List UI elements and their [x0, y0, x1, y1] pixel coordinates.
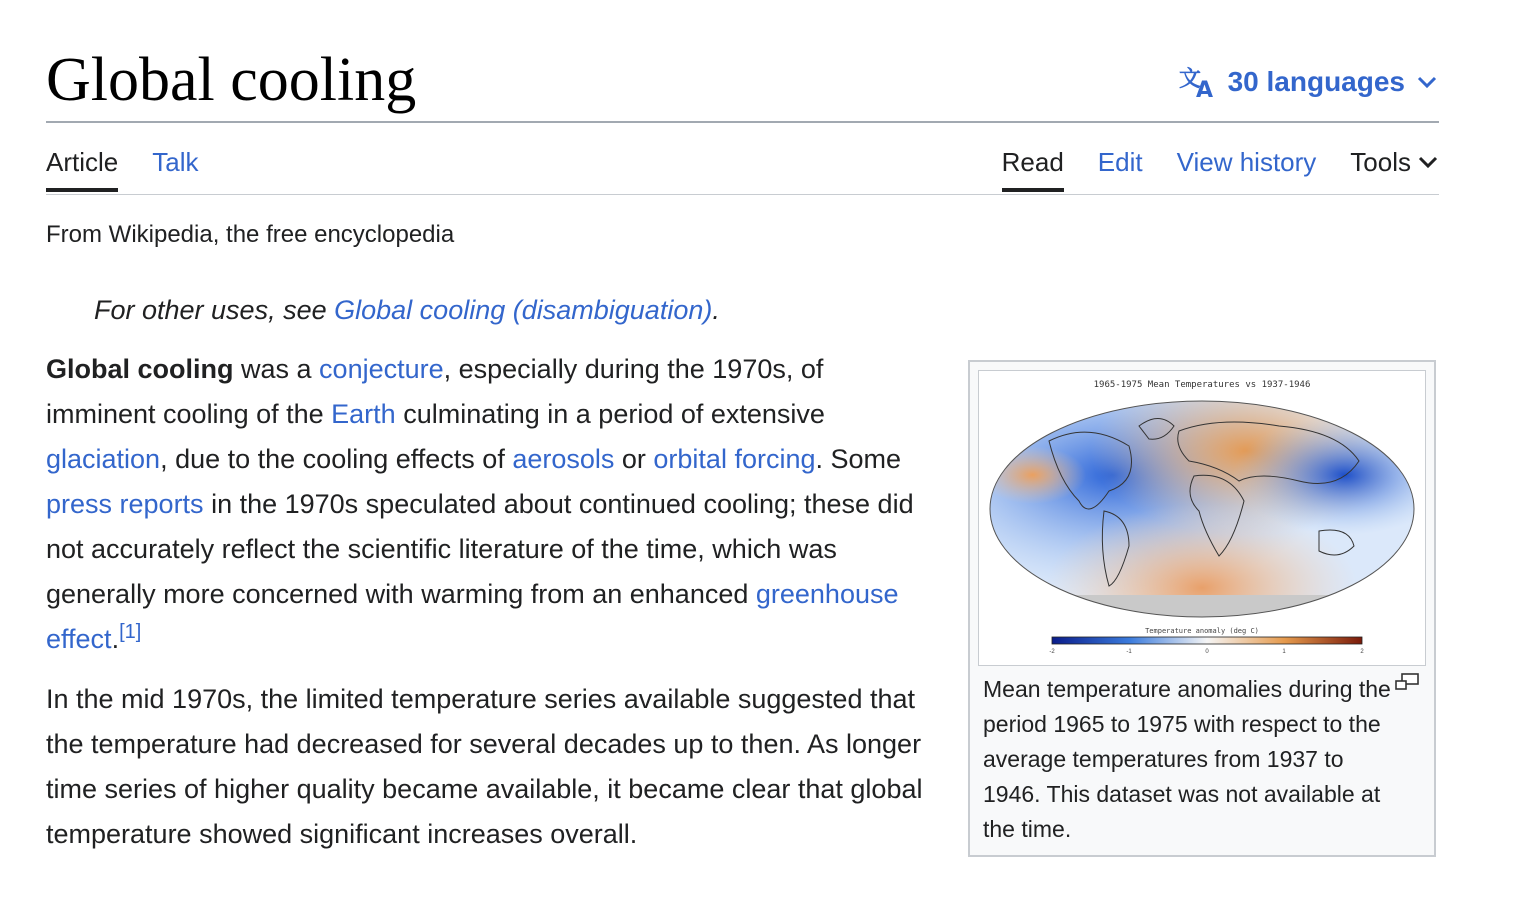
tick-label: 0	[1205, 649, 1209, 655]
svg-text:A: A	[1195, 78, 1213, 100]
temperature-map-image[interactable]	[978, 370, 1426, 666]
link-greenhouse-effect[interactable]: greenhouse effect	[46, 579, 899, 654]
text-run: or	[614, 444, 654, 474]
tick-label: -2	[1049, 649, 1055, 655]
text-run: in the 1970s speculated about continued cooling; these did not accurately reflect the scientific literature of the time, which was generally more concerned with warming from an enhanced	[46, 489, 914, 609]
svg-text:文: 文	[1178, 67, 1201, 92]
tab-article[interactable]: Article	[46, 140, 118, 192]
namespace-tabs	[46, 140, 233, 192]
title-divider	[46, 121, 1439, 123]
text-run: , due to the cooling effects of	[160, 444, 513, 474]
legend-label: Temperature anomaly (deg C)	[1145, 627, 1259, 635]
tab-edit[interactable]: Edit	[1097, 147, 1143, 177]
figure-thumbnail	[968, 360, 1436, 857]
intro-paragraph	[46, 347, 936, 662]
text-run: was a	[233, 354, 320, 384]
tools-menu[interactable]	[1350, 140, 1439, 192]
language-button[interactable]	[1178, 60, 1439, 104]
second-paragraph: In the mid 1970s, the limited temperature series available suggested that the temperature had decreased for several decades up to then. As longer time series of higher quality became available, it became clear that global temperature showed significant increases overall.	[46, 684, 923, 849]
tab-view-history[interactable]: View history	[1176, 147, 1317, 177]
link-orbital-forcing[interactable]: orbital forcing	[653, 444, 816, 474]
language-count: 30 languages	[1227, 66, 1405, 97]
tab-read[interactable]: Read	[1002, 140, 1064, 192]
tick-label: -1	[1126, 649, 1132, 655]
view-tabs	[1002, 140, 1439, 192]
reference-link[interactable]: [1]	[119, 621, 142, 643]
tick-label: 1	[1282, 649, 1286, 655]
tools-label: Tools	[1350, 147, 1411, 177]
link-glaciation[interactable]: glaciation	[46, 444, 161, 474]
tab-talk[interactable]: Talk	[152, 147, 199, 177]
site-tagline: From Wikipedia, the free encyclopedia	[46, 221, 455, 248]
tick-label: 2	[1360, 649, 1364, 655]
chevron-down-icon	[1417, 140, 1439, 184]
link-press-reports[interactable]: press reports	[46, 489, 204, 519]
chevron-down-icon	[1415, 72, 1439, 92]
hatnote-suffix: .	[712, 295, 720, 325]
link-earth[interactable]: Earth	[331, 399, 396, 429]
hatnote-prefix: For other uses, see	[94, 295, 335, 325]
tabs-divider	[46, 194, 1439, 195]
link-aerosols[interactable]: aerosols	[512, 444, 615, 474]
translate-icon	[1178, 64, 1218, 100]
page-title: Global cooling	[46, 46, 417, 114]
map-title: 1965-1975 Mean Temperatures vs 1937-1946	[1093, 380, 1311, 390]
article-subject: Global cooling	[46, 354, 234, 384]
figure-caption: Mean temperature anomalies during the period 1965 to 1975 with respect to the average temperatures from 1937 to 1946. This dataset was not available at the time.	[983, 676, 1391, 842]
disambiguation-link[interactable]: Global cooling (disambiguation)	[334, 295, 713, 325]
text-run: .	[111, 624, 120, 654]
text-run: , especially during the 1970s, of imminent cooling of the	[46, 354, 824, 429]
hatnote	[94, 292, 720, 328]
link-conjecture[interactable]: conjecture	[319, 354, 444, 384]
text-run: culminating in a period of extensive	[395, 399, 825, 429]
text-run: . Some	[815, 444, 902, 474]
